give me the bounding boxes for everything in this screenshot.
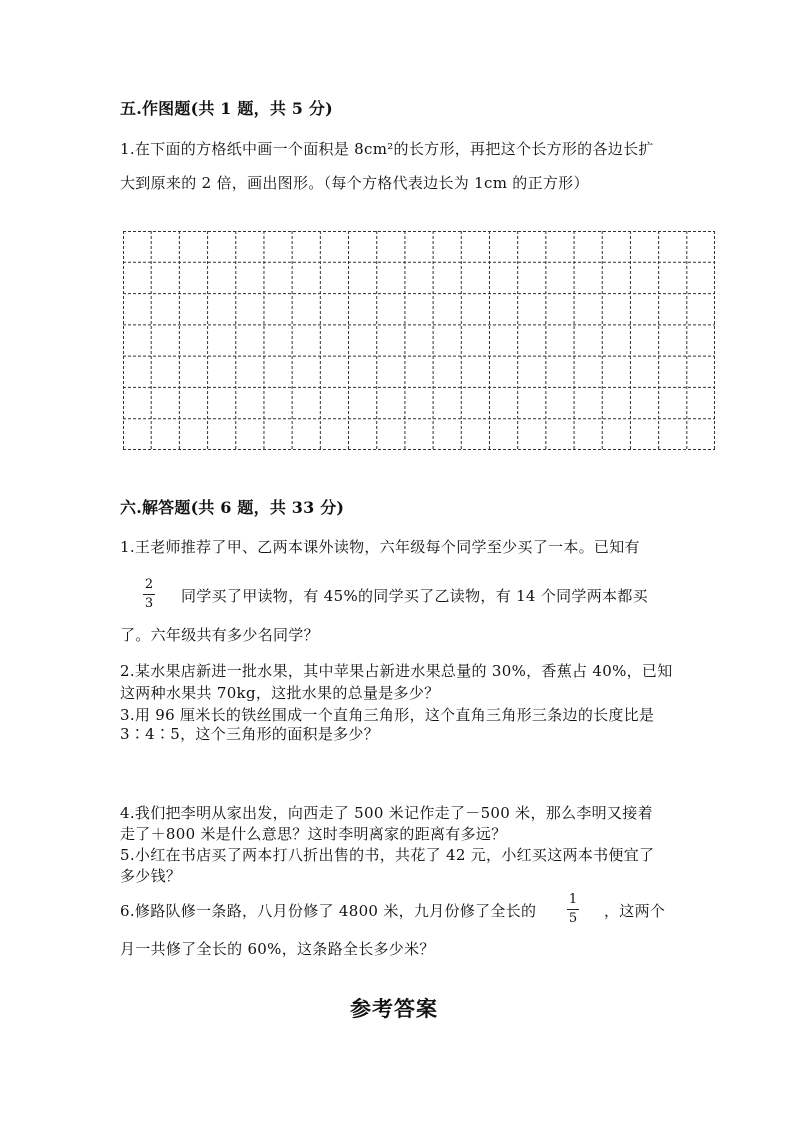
section6-q3-line1: 3.用 96 厘米长的铁丝围成一个直角三角形，这个直角三角形三条边的长度比是 [120,706,655,724]
section5-heading: 五.作图题(共 1 题，共 5 分) [120,99,333,118]
section6-q5-line1: 5.小红在书店买了两本打八折出售的书，共花了 42 元，小红买这两本书便宜了 [120,846,655,864]
section6-q4-line1: 4.我们把李明从家出发，向西走了 500 米记作走了－500 米，那么李明又接着 [120,804,653,822]
section6-heading: 六.解答题(共 6 题，共 33 分) [120,498,345,517]
fraction-denominator: 3 [144,596,154,611]
section6-q2-line2: 这两种水果共 70kg，这批水果的总量是多少？ [120,684,440,702]
fraction-numerator: 2 [144,577,154,592]
section6-q1-line1: 1.王老师推荐了甲、乙两本课外读物，六年级每个同学至少买了一本。已知有 [120,538,640,556]
section6-q1-line2: 同学买了甲读物，有 45%的同学买了乙读物，有 14 个同学两本都买 [181,587,648,605]
section6-q3-line2: 3∶4∶5，这个三角形的面积是多少？ [120,725,380,743]
section6-q2-line1: 2.某水果店新进一批水果，其中苹果占新进水果总量的 30%，香蕉占 40%，已知 [120,662,673,680]
answers-title: 参考答案 [350,996,438,1021]
section6-q5-line2: 多少钱？ [120,867,182,885]
fraction-bar [143,594,155,595]
section5-q1-line1: 1.在下面的方格纸中画一个面积是 8cm²的长方形，再把这个长方形的各边长扩 [120,140,654,158]
fraction-denominator: 5 [568,911,578,926]
section6-q4-line2: 走了＋800 米是什么意思？这时李明离家的距离有多远？ [120,825,507,843]
drawing-grid [123,231,715,450]
section6-q6-line2: 月一共修了全长的 60%，这条路全长多少米？ [120,940,435,958]
section6-q1-line3: 了。六年级共有多少名同学？ [120,626,319,644]
section6-q6-line1b: ，这两个 [604,902,666,920]
fraction-bar [567,909,579,910]
section6-q6-line1a: 6.修路队修一条路，八月份修了 4800 米，九月份修了全长的 [120,902,537,920]
section5-q1-line2: 大到原来的 2 倍，画出图形。（每个方格代表边长为 1cm 的正方形） [120,174,589,192]
fraction-numerator: 1 [568,892,578,907]
section6-q6-fraction [567,893,579,926]
section6-q1-fraction [143,578,155,611]
